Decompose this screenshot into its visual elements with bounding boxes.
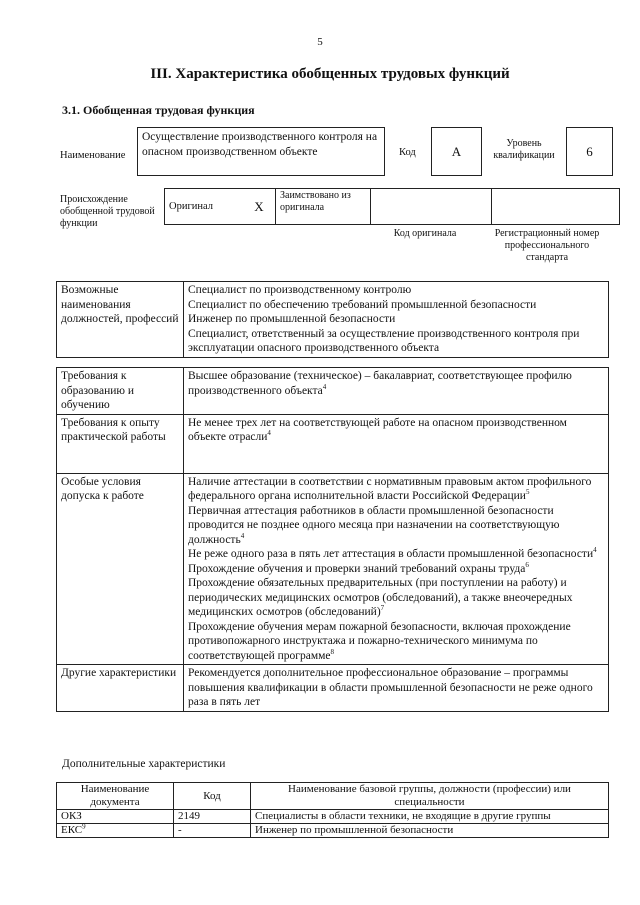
- code-value-box: [431, 127, 482, 176]
- experience-label: Требования к опыту практической работы: [57, 414, 184, 473]
- positions-label: Возможные наименования должностей, профессий: [57, 282, 184, 358]
- special-item: Прохождение обучения и проверки знаний требований охраны труда$^6$: [188, 560, 529, 575]
- footnote-ref: 4: [593, 546, 597, 555]
- row-doc: ОКЗ: [57, 810, 174, 824]
- footnote-ref: 6: [525, 560, 529, 569]
- row-code: -: [174, 824, 251, 838]
- reg-number-caption: Регистрационный номер профессионального стандарта: [494, 228, 600, 263]
- special-item: Прохождение обучения мерам пожарной безопасности, включая прохождение противопожарного инструктажа и пожарно-технического минимума по соответствующей программе$^8$: [188, 620, 571, 662]
- footnote-ref: 4: [240, 531, 245, 540]
- col-code-header: Код: [174, 783, 251, 810]
- level-value: 6: [586, 144, 593, 159]
- name-label: Наименование: [60, 150, 126, 161]
- special-item: Наличие аттестации в соответствии с нормативным правовым актом профильного федерального органа исполнительной власти Российской Федерации$^5$: [188, 475, 592, 502]
- experience-cell: [184, 414, 609, 473]
- education-label: Требования к образованию и обучению: [57, 368, 184, 415]
- row-doc: ЕКС$^9$: [57, 824, 174, 838]
- col-doc-header: Наименование документа: [57, 783, 174, 810]
- education-cell: [184, 368, 609, 415]
- position-item: Специалист, ответственный за осуществление производственного контроля при эксплуатации опасного производственного объекта: [188, 327, 580, 354]
- original-mark: Х: [243, 189, 276, 225]
- footnote-ref: 8: [330, 647, 334, 656]
- code-value: А: [451, 144, 462, 159]
- positions-list: [184, 282, 609, 358]
- special-item: Не реже одного раза в пять лет аттестация в области промышленной безопасности$^4$: [188, 546, 597, 560]
- page-number: 5: [317, 36, 323, 48]
- origin-table: [164, 188, 620, 225]
- footnote-ref: 7: [380, 604, 385, 613]
- special-label: Особые условия допуска к работе: [57, 473, 184, 665]
- footnote-ref: 4: [267, 429, 271, 438]
- reg-number-cell: [492, 189, 620, 225]
- section-title: III. Характеристика обобщенных трудовых функций: [150, 66, 510, 82]
- row-name: Инженер по промышленной безопасности: [251, 824, 609, 838]
- borrowed-label: Заимствовано из оригинала: [276, 189, 371, 225]
- origin-label: Происхождение обобщенной трудовой функции: [60, 194, 155, 229]
- additional-title: Дополнительные характеристики: [62, 758, 226, 770]
- other-value: Рекомендуется дополнительное профессиональное образование – программы повышения квалификации в области промышленной безопасности не реже одного раза в пять лет: [184, 665, 609, 712]
- requirements-table: [56, 367, 609, 712]
- position-item: Специалист по производственному контролю: [188, 284, 412, 296]
- additional-table: [56, 782, 609, 838]
- code-original-cell: [371, 189, 492, 225]
- level-label: Уровень квалификации: [493, 138, 555, 161]
- special-item: Первичная аттестация работников в области промышленной безопасности проводится не позднее одного месяца при назначении на соответствующую должность$^4$: [188, 504, 560, 546]
- original-label: Оригинал: [165, 189, 244, 225]
- col-name-header: Наименование базовой группы, должности (профессии) или специальности: [251, 783, 609, 810]
- special-item: Прохождение обязательных предварительных (при поступлении на работу) и периодических медицинских осмотров (обследований), а также внеочередных медицинских осмотров (обследований)$^7$: [188, 577, 573, 618]
- other-label: Другие характеристики: [57, 665, 184, 712]
- footnote-ref: 5: [525, 488, 530, 497]
- footnote-ref: 4: [322, 382, 327, 391]
- code-label: Код: [399, 147, 416, 158]
- table-row: [57, 810, 609, 824]
- positions-table: [56, 281, 609, 358]
- name-value: Осуществление производственного контроля на опасном производственном объекте: [142, 131, 378, 158]
- code-original-caption: Код оригинала: [393, 228, 457, 239]
- footnote-ref: 9: [82, 822, 86, 831]
- position-item: Инженер по промышленной безопасности: [188, 313, 396, 325]
- row-name: Специалисты в области техники, не входящие в другие группы: [251, 810, 609, 824]
- subsection-title: 3.1. Обобщенная трудовая функция: [62, 103, 255, 117]
- level-value-box: [566, 127, 613, 176]
- education-value: Высшее образование (техническое) – бакалавриат, соответствующее профилю производственного объекта: [188, 370, 572, 397]
- special-cell: [184, 473, 609, 665]
- name-value-box: [137, 127, 385, 176]
- table-row: [57, 824, 609, 838]
- row-code: 2149: [174, 810, 251, 824]
- experience-value: Не менее трех лет на соответствующей работе на опасном производственном объекте отрасли: [188, 416, 567, 443]
- position-item: Специалист по обеспечению требований промышленной безопасности: [188, 298, 537, 311]
